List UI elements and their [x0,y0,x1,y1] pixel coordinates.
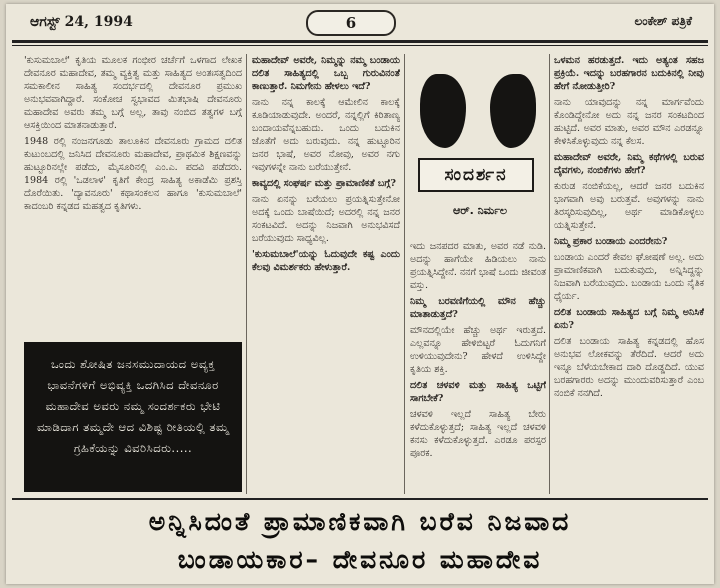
article-column-3 [554,54,704,496]
question: ನಿಮ್ಮ ಪ್ರಕಾರ ಬಂಡಾಯ ಎಂದರೇನು? [554,236,668,247]
header-rule [12,40,708,43]
question: 'ಕುಸುಮಬಾಲೆ'ಯನ್ನು ಓದುವುದೇ ಕಷ್ಟ ಎಂದು ಕೆಲವು ವಿಮರ್ಶಕರು ಹೇಳುತ್ತಾರೆ. [252,249,400,273]
pull-quote-box: ಒಂದು ಶೋಷಿತ ಜನಸಮುದಾಯದ ಅವ್ಯಕ್ತ ಭಾವನೆಗಳಿಗೆ ಅಭಿವ್ಯಕ್ತಿ ಒದಗಿಸಿದ ದೇವನೂರ ಮಹಾದೇವ ಅವರು ನಮ್ಮ ಸಂದರ್ಶಕರು ಭೇಟಿ ಮಾಡಿದಾಗ ತಮ್ಮದೇ ಆದ ವಿಶಿಷ್ಟ ರೀತಿಯಲ್ಲಿ ತಮ್ಮ ಗ್ರಹಿಕೆಯನ್ನು ವಿವರಿಸಿದರು..... [24,342,242,492]
headline-line-2: ಬಂಡಾಯಕಾರ– ದೇವನೂರ ಮಹಾದೇವ [177,545,543,574]
headline-line-1: ಅನ್ನಿಸಿದಂತೆ ಪ್ರಾಮಾಣಿಕವಾಗಿ ಬರೆವ ನಿಜವಾದ [148,507,572,536]
interview-logo [410,54,546,230]
article-column-2b [410,240,546,496]
question: ದಲಿತ ಬಂಡಾಯ ಸಾಹಿತ್ಯದ ಬಗ್ಗೆ ನಿಮ್ಮ ಅನಿಸಿಕೆ ಏನು? [554,307,704,331]
answer: ಕುರುಡ ನಂಬಿಕೆಯಲ್ಲ, ಆದರೆ ಜನರ ಬದುಕಿನ ಭಾಗವಾಗಿ ಅವು ಬರುತ್ತವೆ. ಅವುಗಳನ್ನು ನಾನು ತಿರಸ್ಕರಿಸುವುದಿಲ್ಲ, ಅರ್ಥ ಮಾಡಿಕೊಳ್ಳಲು ಯತ್ನಿಸುತ್ತೇನೆ. [554,181,704,231]
page-header [6,4,714,44]
issue-date: ಆಗಸ್ಟ್ 24, 1994 [30,14,133,30]
question: ಮಹಾದೇವ್ ಅವರೇ, ನಿಮ್ಮನ್ನು ನಮ್ಮ ಬಂಡಾಯ ದಲಿತ ಸಾಹಿತ್ಯದಲ್ಲಿ ಒಬ್ಬ ಗುರುವಿನಂತೆ ಕಾಣುತ್ತಾರೆ. ನಿಮಗೇನು ಹೇಳಲು ಇದೆ? [252,55,400,92]
paragraph: 1948 ರಲ್ಲಿ ನಂಜನಗೂಡು ತಾಲೂಕಿನ ದೇವನೂರು ಗ್ರಾಮದ ದಲಿತ ಕುಟುಂಬದಲ್ಲಿ ಜನಿಸಿದ ದೇವನೂರು ಮಹಾದೇವ, ಪ್ರಾಥಮಿಕ ಶಿಕ್ಷಣವನ್ನು ಹುಟ್ಟೂರಿನಲ್ಲೇ ಪಡೆದು, ಮೈಸೂರಿನಲ್ಲಿ ಎಂ.ಎ. ಪದವಿ ಪಡೆದರು. 1984 ರಲ್ಲಿ 'ಒಡಲಾಳ' ಕೃತಿಗೆ ಕೇಂದ್ರ ಸಾಹಿತ್ಯ ಅಕಾಡೆಮಿ ಪ್ರಶಸ್ತಿ ದೊರೆಯಿತು. 'ದ್ಯಾವನೂರು' ಕಥಾಸಂಕಲನ ಹಾಗೂ 'ಕುಸುಮಬಾಲೆ' ಕಾದಂಬರಿ ಕನ್ನಡದ ಮಹತ್ವದ ಕೃತಿಗಳು. [24,136,242,212]
headline-rule [12,498,708,500]
paragraph: 'ಕುಸುಮಬಾಲೆ' ಕೃತಿಯ ಮೂಲಕ ಗಂಭೀರ ಚರ್ಚೆಗೆ ಒಳಗಾದ ಲೇಖಕ ದೇವನೂರ ಮಹಾದೇವ, ತಮ್ಮ ವ್ಯಕ್ತಿತ್ವ ಮತ್ತು ಸಾಹಿತ್ಯದ ಅಂತಃಸತ್ವದಿಂದ ಸಮಕಾಲೀನ ಸಾಹಿತ್ಯ ಸಂದರ್ಭದಲ್ಲಿ ದೇವನೂರ ಪ್ರಮುಖ ಅನುಭವವಾಗಿದ್ದಾರೆ. ಸಂಕೋಚ ಸ್ವಭಾವದ ಮಿತಭಾಷಿ ದೇವನೂರು ಮಹಾದೇವ ಅವರು ತಮ್ಮ ಬಗ್ಗೆ ಅಲ್ಲ, ತಾವು ನಂಬಿದ ತತ್ವಗಳ ಬಗ್ಗೆ ಆಸಕ್ತಿಯಿಂದ ಮಾತನಾಡುತ್ತಾರೆ. [24,55,242,131]
question: ಕಾವ್ಯದಲ್ಲಿ ಸಂಘರ್ಷ ಮತ್ತು ಪ್ರಾಮಾಣಿಕತೆ ಬಗ್ಗೆ? [252,178,396,189]
answer: ಮೌನದಲ್ಲಿಯೇ ಹೆಚ್ಚು ಅರ್ಥ ಇರುತ್ತದೆ. ಎಲ್ಲವನ್ನೂ ಹೇಳಿಬಿಟ್ಟರೆ ಓದುಗನಿಗೆ ಉಳಿಯುವುದೇನು? ಹೇಳದೆ ಉಳಿಸಿದ್ದೇ ಕೃತಿಯ ಶಕ್ತಿ. [410,325,546,375]
article-column-2 [252,54,400,496]
face-silhouette-icon [420,74,466,148]
newspaper-name: ಲಂಕೇಶ್ ಪತ್ರಿಕೆ [634,14,692,28]
question: ಒಳಮನ ಹರಡುತ್ತದೆ. ಇದು ಅತ್ಯಂತ ಸಹಜ ಪ್ರಕ್ರಿಯೆ. ಇದನ್ನು ಬರಹಗಾರನ ಬದುಕಿನಲ್ಲಿ ನೀವು ಹೇಗೆ ನೋಡುತ್ತೀರಿ? [554,55,704,92]
byline: ಆರ್. ನಿರ್ಮಲ [452,204,508,217]
answer: ನಾನು ಏನನ್ನು ಬರೆಯಲು ಪ್ರಯತ್ನಿಸುತ್ತೇನೋ ಅದಕ್ಕೆ ಒಂದು ಬಾಷೆಯಿದೆ; ಅದರಲ್ಲಿ ನನ್ನ ಜನರ ಸಂಕಟವಿದೆ. ಅದನ್ನು ನಿಜವಾಗಿ ಅನುಭವಿಸದೆ ಬರೆಯುವುದು ಸಾಧ್ಯವಿಲ್ಲ. [252,194,400,244]
column-series-title: ಸಂದರ್ಶನ [418,158,534,192]
answer: ಇದು ಜನಪದರ ಮಾತು, ಅವರ ನಡೆ ನುಡಿ. ಅದನ್ನು ಹಾಗೆಯೇ ಹಿಡಿಯಲು ನಾನು ಪ್ರಯತ್ನಿಸಿದ್ದೇನೆ. ನನಗೆ ಭಾಷೆ ಒಂದು ಜೀವಂತ ವಸ್ತು. [410,241,546,291]
face-silhouette-icon [490,74,536,148]
column-divider [246,54,247,494]
answer: ಬಂಡಾಯ ಎಂದರೆ ಕೇವಲ ಘೋಷಣೆ ಅಲ್ಲ. ಅದು ಪ್ರಾಮಾಣಿಕವಾಗಿ ಬದುಕುವುದು, ಅನ್ನಿಸಿದ್ದನ್ನು ನಿಜವಾಗಿ ಬರೆಯುವುದು. ಬಂಡಾಯ ಒಂದು ನೈತಿಕ ಧೈರ್ಯ. [554,252,704,302]
newspaper-page [6,4,714,584]
question: ದಲಿತ ಚಳವಳಿ ಮತ್ತು ಸಾಹಿತ್ಯ ಒಟ್ಟಿಗೆ ಸಾಗಬೇಕೆ? [410,380,546,404]
header-rule-thin [12,45,708,46]
column-divider [549,54,550,494]
answer: ನಾನು ಯಾವುದನ್ನು ನನ್ನ ಮಾರ್ಗವೆಂದು ಕೊಂಡಿದ್ದೇನೋ ಅದು ನನ್ನ ಜನರ ಸಂಕಟದಿಂದ ಹುಟ್ಟಿದೆ. ಅವರ ಮಾತು, ಅವರ ಮೌನ ಎರಡನ್ನೂ ಕೇಳಿಸಿಕೊಳ್ಳುವುದು ನನ್ನ ಕೆಲಸ. [554,97,704,147]
answer: ಚಳವಳಿ ಇಲ್ಲದೆ ಸಾಹಿತ್ಯ ಬೇರು ಕಳೆದುಕೊಳ್ಳುತ್ತದೆ; ಸಾಹಿತ್ಯ ಇಲ್ಲದೆ ಚಳವಳಿ ಕನಸು ಕಳೆದುಕೊಳ್ಳುತ್ತದೆ. ಎರಡೂ ಪರಸ್ಪರ ಪೂರಕ. [410,409,546,459]
column-divider [404,54,405,494]
article-column-1 [24,54,242,334]
question: ಮಹಾದೇವ್ ಅವರೇ, ನಿಮ್ಮ ಕಥೆಗಳಲ್ಲಿ ಬರುವ ದೈವಗಳು, ನಂಬಿಕೆಗಳು ಹೇಗೆ? [554,152,704,176]
answer: ದಲಿತ ಬಂಡಾಯ ಸಾಹಿತ್ಯ ಕನ್ನಡದಲ್ಲಿ ಹೊಸ ಅನುಭವ ಲೋಕವನ್ನು ತೆರೆದಿದೆ. ಆದರೆ ಅದು ಇನ್ನೂ ಬೆಳೆಯಬೇಕಾದ ದಾರಿ ದೊಡ್ಡದಿದೆ. ಯುವ ಬರಹಗಾರರು ಅದನ್ನು ಮುಂದುವರಿಸುತ್ತಾರೆ ಎಂಬ ನಂಬಿಕೆ ನನಗಿದೆ. [554,336,704,399]
page-number-badge: 6 [306,10,396,36]
question: ನಿಮ್ಮ ಬರವಣಿಗೆಯಲ್ಲಿ ಮೌನ ಹೆಚ್ಚು ಮಾತಾಡುತ್ತದೆ? [410,296,546,320]
answer: ನಾನು ನನ್ನ ಕಾಲಕ್ಕೆ ಆಮೇಲಿನ ಕಾಲಕ್ಕೆ ಕೂಡಿಯಾಡುವುದೇ. ಅಂದರೆ, ನನ್ನಲ್ಲಿಗೆ ಕಿರಿತಾಣ್ಯ ಬಂದಾಯವೆನ್ನಬಹುದು. ಒಂದು ಬದುಕಿನ ಜೊತೆಗೆ ಅದು ಬರುವುದು. ನನ್ನ ಹುಟ್ಟೂರಿನ ಜನರ ಭಾಷೆ, ಅವರ ನೋವು, ಅವರ ನಗು ಇವುಗಳನ್ನೇ ನಾನು ಬರೆಯುತ್ತೇನೆ. [252,97,400,173]
